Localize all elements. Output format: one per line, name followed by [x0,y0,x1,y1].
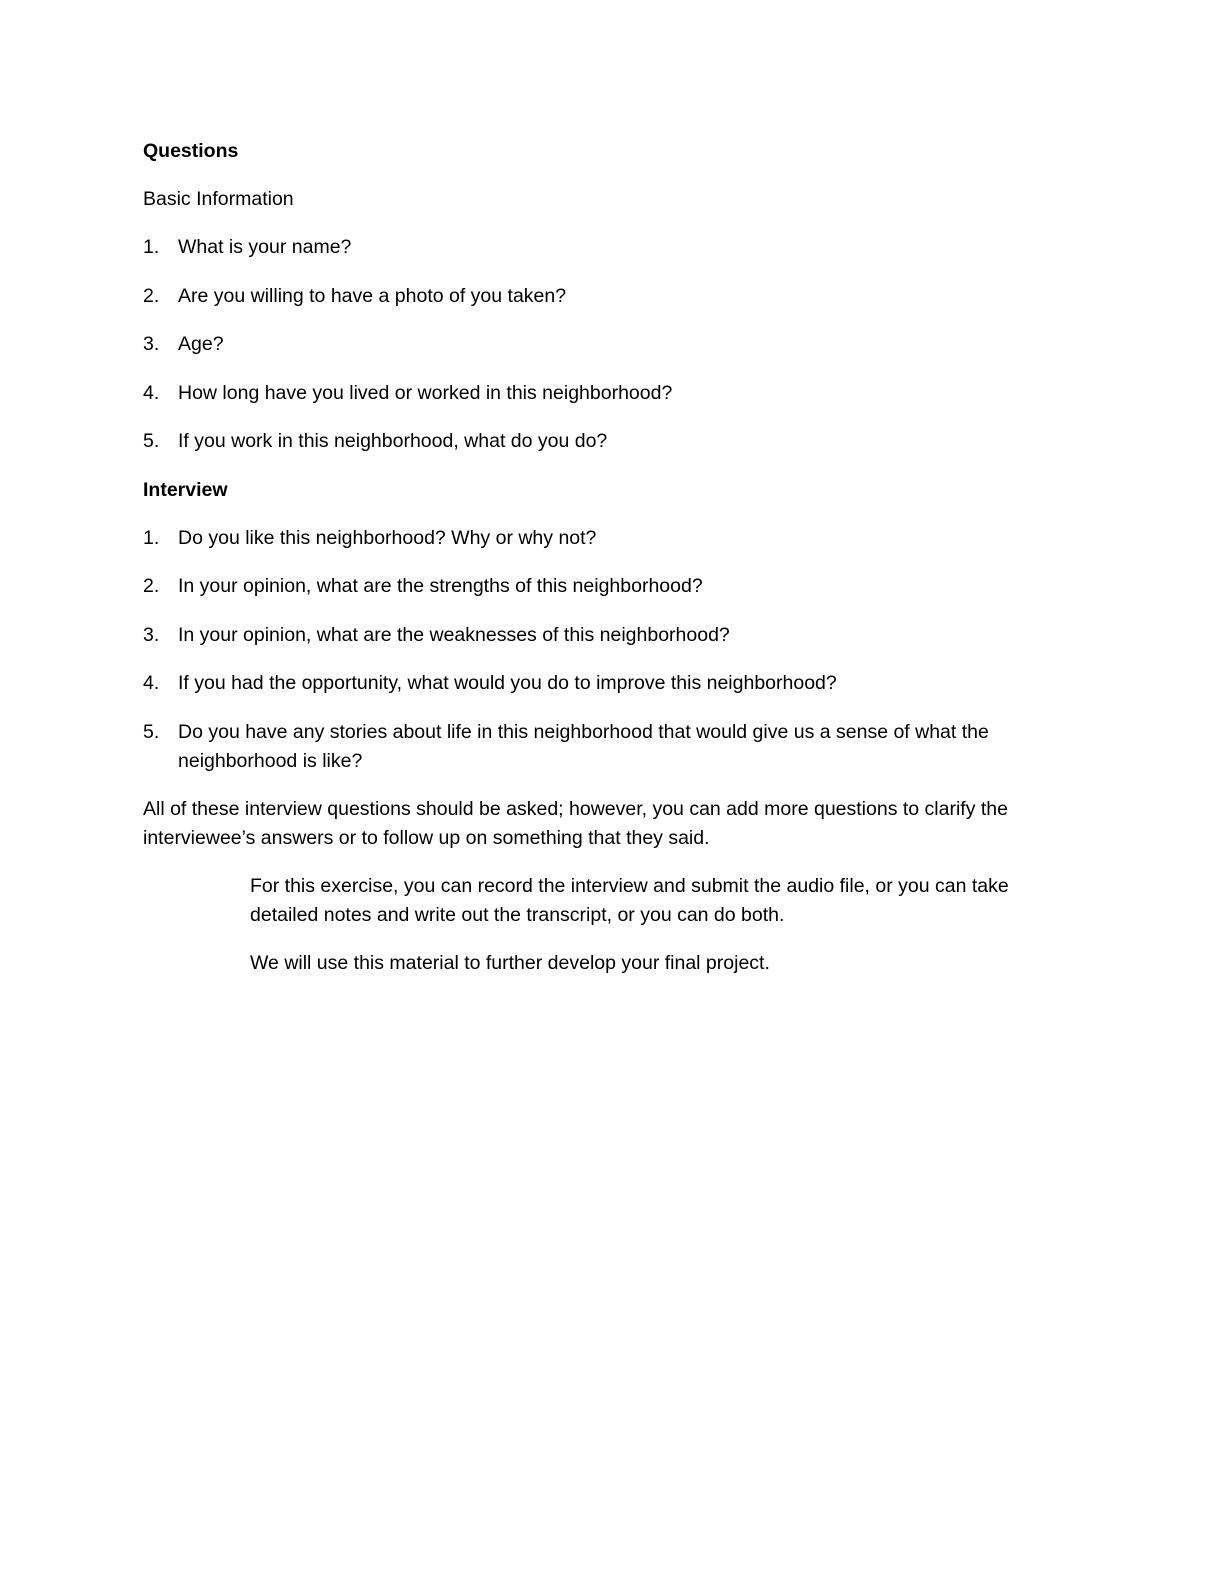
list-text: Age? [178,333,224,355]
list-number: 4. [143,672,160,694]
basic-information-list [143,233,1043,456]
exercise-paragraph: For this exercise, you can record the interview and submit the audio file, or you can take detailed notes and write out the transcript, or you can do both. [250,875,1009,926]
list-number: 2. [143,284,160,307]
list-number: 1. [143,526,160,549]
list-number: 3. [143,333,160,355]
note-paragraph: All of these interview questions should be asked; however, you can add more questions to clarify the interviewee’s answers or to follow up on something that they said. [143,798,1008,849]
list-text: If you work in this neighborhood, what do you do? [178,430,608,452]
list-text: Are you willing to have a photo of you taken? [178,284,567,307]
list-item [143,282,1043,311]
basic-information-heading: Basic Information [143,188,294,210]
list-text: Do you like this neighborhood? Why or why not? [178,526,597,549]
list-text: What is your name? [178,236,352,258]
interview-heading: Interview [143,478,228,501]
list-text: In your opinion, what are the weaknesses of this neighborhood? [178,623,730,646]
list-text: Do you have any stories about life in this neighborhood that would give us a sense of what the neighborhood is like? [178,720,989,772]
list-item [143,330,1043,359]
list-number: 2. [143,575,160,597]
list-item [143,718,1043,776]
document-page [143,137,1043,997]
questions-heading: Questions [143,140,239,162]
list-item [143,427,1043,456]
list-text: How long have you lived or worked in this neighborhood? [178,381,673,404]
list-number: 4. [143,381,160,404]
interview-list [143,524,1043,776]
list-text: In your opinion, what are the strengths of this neighborhood? [178,575,703,597]
list-number: 5. [143,720,160,743]
list-number: 3. [143,623,160,646]
list-text: If you had the opportunity, what would you do to improve this neighborhood? [178,672,837,694]
final-paragraph: We will use this material to further develop your final project. [250,952,770,974]
list-item [143,621,1043,650]
list-item [143,669,1043,698]
list-number: 1. [143,236,160,258]
list-number: 5. [143,430,160,452]
list-item [143,572,1043,601]
list-item [143,524,1043,553]
list-item [143,379,1043,408]
list-item [143,233,1043,262]
